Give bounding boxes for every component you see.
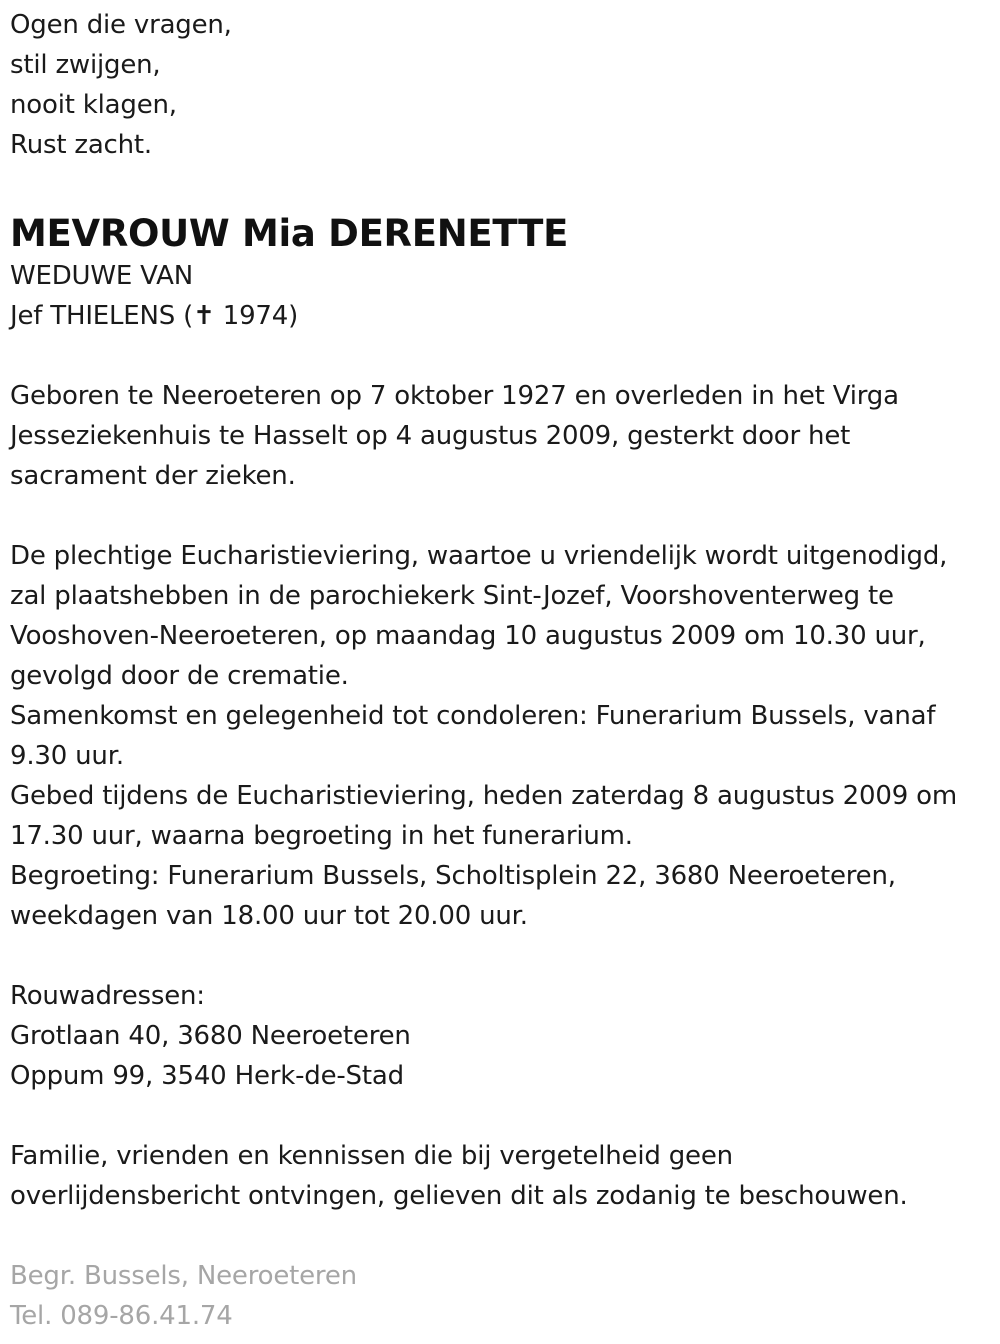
- text-line: Gebed tijdens de Eucharistieviering, heden zaterdag 8 augustus 2009 om: [10, 781, 957, 811]
- closing-paragraph: [10, 1136, 995, 1216]
- text-line: zal plaatshebben in de parochiekerk Sint-Jozef, Voorshoventerweg te: [10, 581, 894, 611]
- text-line: De plechtige Eucharistieviering, waartoe u vriendelijk wordt uitgenodigd,: [10, 541, 948, 571]
- undertaker-footer: [10, 1256, 995, 1336]
- obituary-notice: [10, 5, 995, 1336]
- ceremony-paragraph: [10, 536, 995, 936]
- birth-death-paragraph: [10, 376, 995, 496]
- text-line: weekdagen van 18.00 uur tot 20.00 uur.: [10, 901, 528, 931]
- undertaker-name: Begr. Bussels, Neeroeteren: [10, 1261, 357, 1291]
- text-line: Samenkomst en gelegenheid tot condoleren: Funerarium Bussels, vanaf: [10, 701, 936, 731]
- text-line: sacrament der zieken.: [10, 461, 296, 491]
- deceased-name: MEVROUW Mia DERENETTE: [10, 212, 569, 255]
- mourning-addresses: [10, 976, 995, 1096]
- text-line: Jesseziekenhuis te Hasselt op 4 augustus 2009, gesterkt door het: [10, 421, 851, 451]
- poem-line: stil zwijgen,: [10, 50, 161, 80]
- text-line: 17.30 uur, waarna begroeting in het funerarium.: [10, 821, 633, 851]
- text-line: Begroeting: Funerarium Bussels, Scholtisplein 22, 3680 Neeroeteren,: [10, 861, 896, 891]
- undertaker-phone: Tel. 089-86.41.74: [10, 1301, 233, 1331]
- poem: [10, 5, 995, 165]
- address-line: Grotlaan 40, 3680 Neeroeteren: [10, 1021, 411, 1051]
- address-line: Oppum 99, 3540 Herk-de-Stad: [10, 1061, 404, 1091]
- poem-line: Ogen die vragen,: [10, 10, 232, 40]
- widow-label: WEDUWE VAN: [10, 261, 193, 291]
- poem-line: Rust zacht.: [10, 130, 152, 160]
- text-line: Vooshoven-Neeroeteren, op maandag 10 augustus 2009 om 10.30 uur,: [10, 621, 926, 651]
- text-line: Familie, vrienden en kennissen die bij vergetelheid geen: [10, 1141, 733, 1171]
- addresses-heading: Rouwadressen:: [10, 981, 205, 1011]
- spouse-name: Jef THIELENS (✝ 1974): [10, 301, 299, 331]
- poem-line: nooit klagen,: [10, 90, 177, 120]
- text-line: overlijdensbericht ontvingen, gelieven dit als zodanig te beschouwen.: [10, 1181, 908, 1211]
- text-line: Geboren te Neeroeteren op 7 oktober 1927 en overleden in het Virga: [10, 381, 899, 411]
- text-line: 9.30 uur.: [10, 741, 124, 771]
- text-line: gevolgd door de crematie.: [10, 661, 349, 691]
